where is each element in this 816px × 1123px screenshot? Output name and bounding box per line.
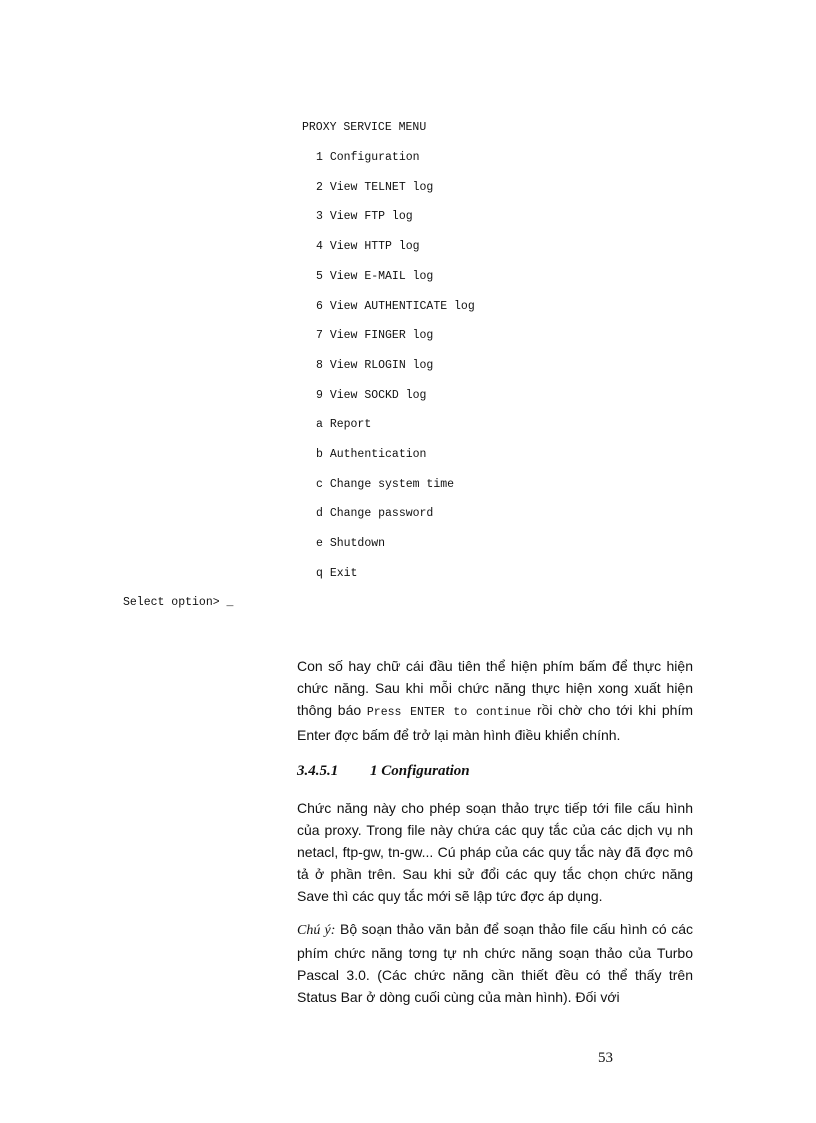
menu-item-label: View SOCKD log (329, 388, 427, 402)
menu-item-label: Authentication (329, 448, 427, 461)
paragraph-note (297, 918, 693, 1008)
section-heading (297, 763, 470, 780)
menu-item-label: Configuration (329, 151, 420, 164)
menu-item-label: View AUTHENTICATE log (329, 299, 475, 313)
menu-item-key: 1 (316, 151, 323, 164)
page-number: 53 (598, 1050, 613, 1066)
menu-item (316, 359, 433, 372)
select-option-prompt: Select option> _ (123, 596, 234, 609)
menu-item (316, 240, 420, 253)
menu-item-key: d (316, 507, 323, 521)
menu-item-label: Change system time (329, 477, 455, 491)
menu-item-label: View E-MAIL log (329, 269, 434, 283)
menu-item-label: Shutdown (329, 537, 386, 551)
menu-item-label: Change password (329, 507, 434, 521)
menu-item (316, 270, 433, 283)
menu-item-label: View RLOGIN log (329, 358, 434, 372)
menu-item-key: 5 (316, 269, 323, 283)
menu-item-key: 4 (316, 240, 323, 254)
menu-item-key: 7 (316, 329, 323, 343)
section-number: 3.4.5.1 (297, 763, 339, 779)
menu-item-key: 9 (316, 388, 323, 402)
note-label: Chú ý: (297, 923, 336, 938)
menu-item (316, 507, 433, 520)
menu-item-key: 3 (316, 210, 323, 224)
menu-item (316, 151, 420, 164)
menu-item-key: 2 (316, 180, 323, 194)
menu-item-label: View TELNET log (329, 180, 434, 194)
menu-item-key: 6 (316, 299, 323, 313)
menu-item (316, 300, 475, 313)
menu-item-key: c (316, 477, 323, 491)
menu-item (316, 389, 426, 402)
paragraph-intro (297, 655, 693, 746)
menu-item-label: Report (329, 418, 372, 432)
menu-item (316, 418, 371, 431)
menu-item (316, 181, 433, 194)
menu-item (316, 210, 413, 223)
paragraph-configuration: Chức năng này cho phép soạn thảo trực tiếp tới file cấu hình của proxy. Trong file này chứa các quy tắc của các dịch vụ nh netacl, ftp-gw, tn-gw... Cú pháp của các quy tắc này đã đợc mô tả ở phần trên. Sau khi sử đổi các quy tắc chọn chức năng Save thì các quy tắc mới sẽ lập tức đợc áp dụng. (297, 800, 693, 904)
paragraph-intro-text: Con số hay chữ cái đầu tiên thể hiện phím bấm để thực hiện chức năng. Sau khi mỗi chức năng thực hiện xong xuất hiện thông báo (297, 658, 693, 718)
menu-item-key: b (316, 448, 323, 461)
menu-item-key: q (316, 566, 323, 580)
menu-item-label: View FTP log (329, 210, 413, 224)
press-enter-message: Press ENTER to continue (366, 706, 532, 719)
menu-item (316, 329, 433, 342)
menu-item (316, 478, 454, 491)
paragraph-intro-text-end: rồi chờ cho tới khi phím Enter đợc bấm để trở lại màn hình điều khiển chính. (297, 702, 693, 743)
menu-item-key: a (316, 418, 323, 432)
menu-title: PROXY SERVICE MENU (302, 121, 427, 134)
section-title: 1 Configuration (370, 763, 470, 779)
menu-item-label: View HTTP log (329, 240, 420, 254)
menu-item (316, 448, 426, 461)
menu-item-label: View FINGER log (329, 329, 434, 343)
menu-item-label: Exit (329, 566, 358, 580)
menu-item (316, 537, 385, 550)
menu-item-key: e (316, 537, 323, 551)
menu-item-key: 8 (316, 358, 323, 372)
menu-item (316, 567, 357, 580)
note-text: Bộ soạn thảo văn bản để soạn thảo file cấu hình có các phím chức năng tơng tự nh chức năng soạn thảo của Turbo Pascal 3.0. (Các chức năng cần thiết đều có thể thấy trên Status Bar ở dòng cuối cùng của màn hình). Đối với (297, 921, 693, 1005)
